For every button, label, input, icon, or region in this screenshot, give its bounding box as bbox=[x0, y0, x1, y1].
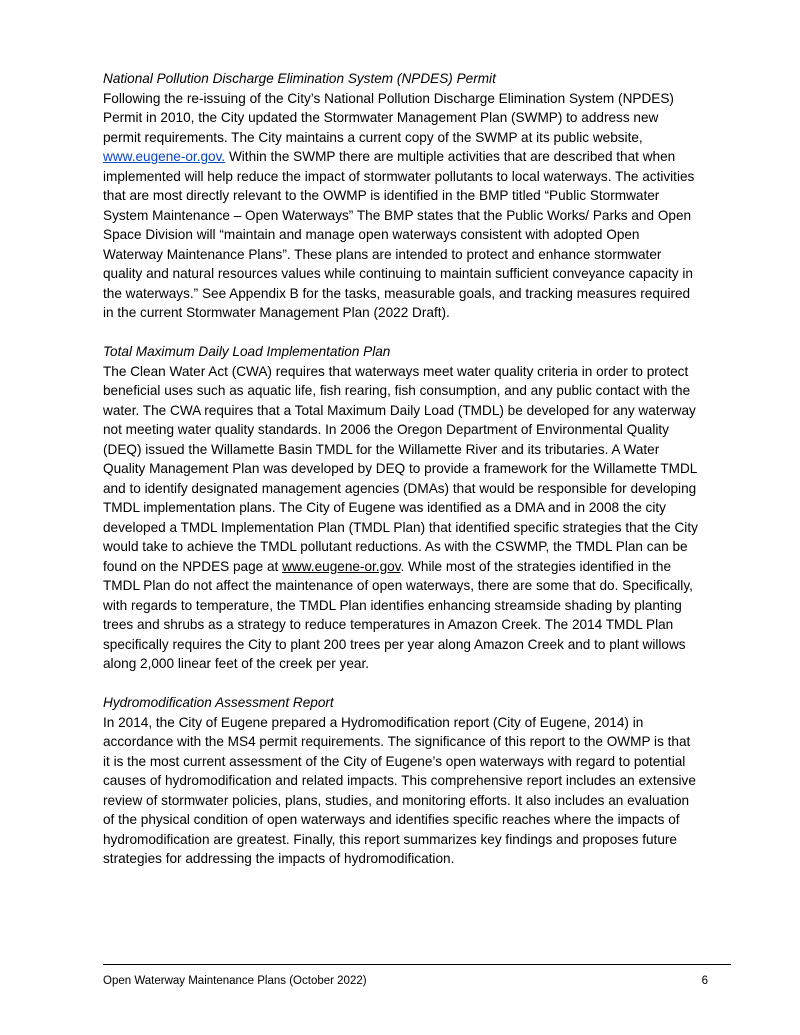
footer-title: Open Waterway Maintenance Plans (October 2022) bbox=[103, 975, 367, 987]
page-number: 6 bbox=[701, 975, 708, 987]
section-npdes-permit bbox=[103, 69, 699, 323]
paragraph-text: Within the SWMP there are multiple activities that are described that when implemented will help reduce the impact of stormwater pollutants to local waterways. The activities that are most directly relevant to the OWMP is identified in the BMP titled “Public Stormwater System Maintenance – Open Waterways” The BMP states that the Public Works/ Parks and Open Space Division will “maintain and manage open waterways consistent with adopted Open Waterway Maintenance Plans”. These plans are intended to protect and enhance stormwater quality and natural resources values while continuing to maintain sufficient conveyance capacity in the waterways.” See Appendix B for the tasks, measurable goals, and tracking measures required in the current Stormwater Management Plan (2022 Draft). bbox=[103, 149, 695, 320]
npdes-page-link[interactable]: www.eugene-or.gov bbox=[282, 558, 401, 574]
footer-divider bbox=[103, 964, 731, 965]
section-tmdl-plan bbox=[103, 342, 699, 674]
page-content bbox=[103, 69, 699, 888]
paragraph-text: Following the re-issuing of the City’s National Pollution Discharge Elimination System (NPDES) Permit in 2010, the City updated the Stormwater Management Plan (SWMP) to address new permit requirements. The City maintains a current copy of the SWMP at its public website, bbox=[103, 90, 674, 145]
section-paragraph bbox=[103, 89, 699, 323]
eugene-website-link[interactable]: www.eugene-or.gov. bbox=[103, 149, 226, 164]
section-heading: National Pollution Discharge Elimination System (NPDES) Permit bbox=[103, 71, 496, 86]
section-hydromodification-report bbox=[103, 693, 699, 869]
paragraph-text: . While most of the strategies identified in the TMDL Plan do not affect the maintenance of open waterways, there are some that do. Specifically, with regards to temperature, the TMDL Plan identifies enhancing streamside shading by planting trees and shrubs as a strategy to reduce temperatures in Amazon Creek. The 2014 TMDL Plan specifically requires the City to plant 200 trees per year along Amazon Creek and to plant willows along 2,000 linear feet of the creek per year. bbox=[103, 558, 693, 671]
section-heading: Total Maximum Daily Load Implementation Plan bbox=[103, 344, 391, 359]
section-paragraph: In 2014, the City of Eugene prepared a Hydromodification report (City of Eugene, 2014) in accordance with the MS4 permit requirements. The significance of this report to the OWMP is that it is the most current assessment of the City of Eugene’s open waterways with regard to potential causes of hydromodification and related impacts. This comprehensive report includes an extensive review of stormwater policies, plans, studies, and monitoring efforts. It also includes an evaluation of the physical condition of open waterways and identifies specific reaches where the impacts of hydromodification are greatest. Finally, this report summarizes key findings and proposes future strategies for addressing the impacts of hydromodification. bbox=[103, 714, 696, 866]
section-heading: Hydromodification Assessment Report bbox=[103, 695, 334, 710]
section-paragraph bbox=[103, 362, 699, 674]
paragraph-text: The Clean Water Act (CWA) requires that waterways meet water quality criteria in order to protect beneficial uses such as aquatic life, fish rearing, fish consumption, and any public contact with the water. The CWA requires that a Total Maximum Daily Load (TMDL) be developed for any waterway not meeting water quality standards. In 2006 the Oregon Department of Environmental Quality (DEQ) issued the Willamette Basin TMDL for the Willamette River and its tributaries. A Water Quality Management Plan was developed by DEQ to provide a framework for the Willamette TMDL and to identify designated management agencies (DMAs) that would be responsible for developing TMDL implementation plans. The City of Eugene was identified as a DMA and in 2008 the city developed a TMDL Implementation Plan (TMDL Plan) that identified specific strategies that the City would take to achieve the TMDL pollutant reductions. As with the CSWMP, the TMDL Plan can be found on the NPDES page at bbox=[103, 363, 698, 574]
